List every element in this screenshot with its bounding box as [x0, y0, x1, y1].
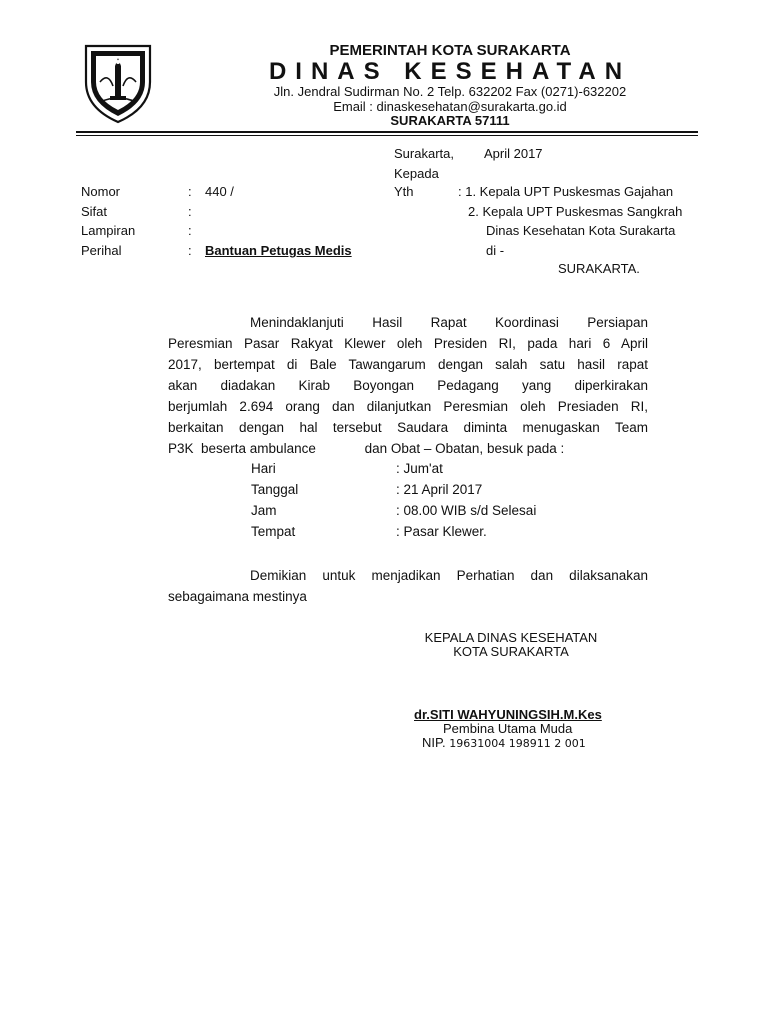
kepada-label: Kepada: [394, 166, 439, 181]
body-line: Peresmian Pasar Rakyat Klewer oleh Presiden RI, pada hari 6 April: [168, 336, 648, 351]
recipient-3: Dinas Kesehatan Kota Surakarta: [486, 223, 676, 238]
schedule-value-tempat: : Pasar Klewer.: [396, 524, 487, 539]
recipient-di: di -: [486, 243, 505, 258]
letter-date: April 2017: [484, 146, 543, 161]
body-line: berkaitan dengan hal tersebut Saudara diminta menugaskan Team: [168, 420, 648, 435]
signatory-name: dr.SITI WAHYUNINGSIH.M.Kes: [414, 707, 602, 722]
schedule-value-jam: : 08.00 WIB s/d Selesai: [396, 503, 537, 518]
agency-address: Jln. Jendral Sudirman No. 2 Telp. 632202 Fax (0271)-632202: [273, 84, 627, 99]
meta-label-nomor: Nomor: [81, 184, 121, 199]
schedule-label-hari: Hari: [251, 461, 276, 476]
schedule-label-jam: Jam: [251, 503, 277, 518]
meta-sep-lampiran: :: [188, 223, 192, 238]
meta-label-perihal: Perihal: [81, 243, 122, 258]
signature-title-2: KOTA SURAKARTA: [453, 644, 569, 659]
signature-title-1: KEPALA DINAS KESEHATAN: [424, 630, 598, 645]
body-line: Menindaklanjuti Hasil Rapat Koordinasi Persiapan: [250, 315, 648, 330]
body-line: berjumlah 2.694 orang dan dilanjutkan Peresmian oleh Presiaden RI,: [168, 399, 648, 414]
city-crest-logo: [80, 42, 156, 124]
body-line: akan diadakan Kirab Boyongan Pedagang yang diperkirakan: [168, 378, 648, 393]
meta-sep-sifat: :: [188, 204, 192, 219]
schedule-value-hari: : Jum'at: [396, 461, 443, 476]
meta-value-nomor: 440 /: [205, 184, 234, 199]
government-name: PEMERINTAH KOTA SURAKARTA: [329, 42, 571, 59]
schedule-label-tempat: Tempat: [251, 524, 296, 539]
recipient-1: : 1. Kepala UPT Puskesmas Gajahan: [458, 184, 674, 199]
letter-place: Surakarta,: [394, 146, 454, 161]
signatory-nip: [422, 735, 586, 750]
body-line: P3K beserta ambulance dan Obat – Obatan, besuk pada :: [168, 441, 565, 456]
recipient-2: 2. Kepala UPT Puskesmas Sangkrah: [468, 204, 683, 219]
recipient-city: SURAKARTA.: [558, 261, 640, 276]
meta-label-lampiran: Lampiran: [81, 223, 136, 238]
agency-name: DINAS KESEHATAN: [268, 58, 632, 85]
closing-paragraph: [168, 565, 648, 607]
schedule-label-tanggal: Tanggal: [251, 482, 299, 497]
signatory-rank: Pembina Utama Muda: [443, 721, 573, 736]
meta-sep-perihal: :: [188, 243, 192, 258]
meta-value-perihal: Bantuan Petugas Medis: [205, 243, 352, 258]
body-paragraph: [168, 312, 648, 459]
schedule-value-tanggal: : 21 April 2017: [396, 482, 483, 497]
meta-label-sifat: Sifat: [81, 204, 108, 219]
letterhead-rule-thick: [76, 131, 698, 133]
agency-city-postal: SURAKARTA 57111: [390, 113, 510, 128]
body-line: 2017, bertempat di Bale Tawangarum dengan salah satu hasil rapat: [168, 357, 648, 372]
agency-email: Email : dinaskesehatan@surakarta.go.id: [333, 99, 567, 114]
closing-line: sebagaimana mestinya: [168, 589, 307, 604]
letterhead-rule-thin: [76, 135, 698, 136]
meta-sep-nomor: :: [188, 184, 192, 199]
nip-number: 19631004 198911 2 001: [449, 737, 586, 750]
yth-label: Yth: [394, 184, 414, 199]
nip-label: NIP.: [422, 735, 446, 750]
closing-line: Demikian untuk menjadikan Perhatian dan dilaksanakan: [250, 568, 648, 583]
